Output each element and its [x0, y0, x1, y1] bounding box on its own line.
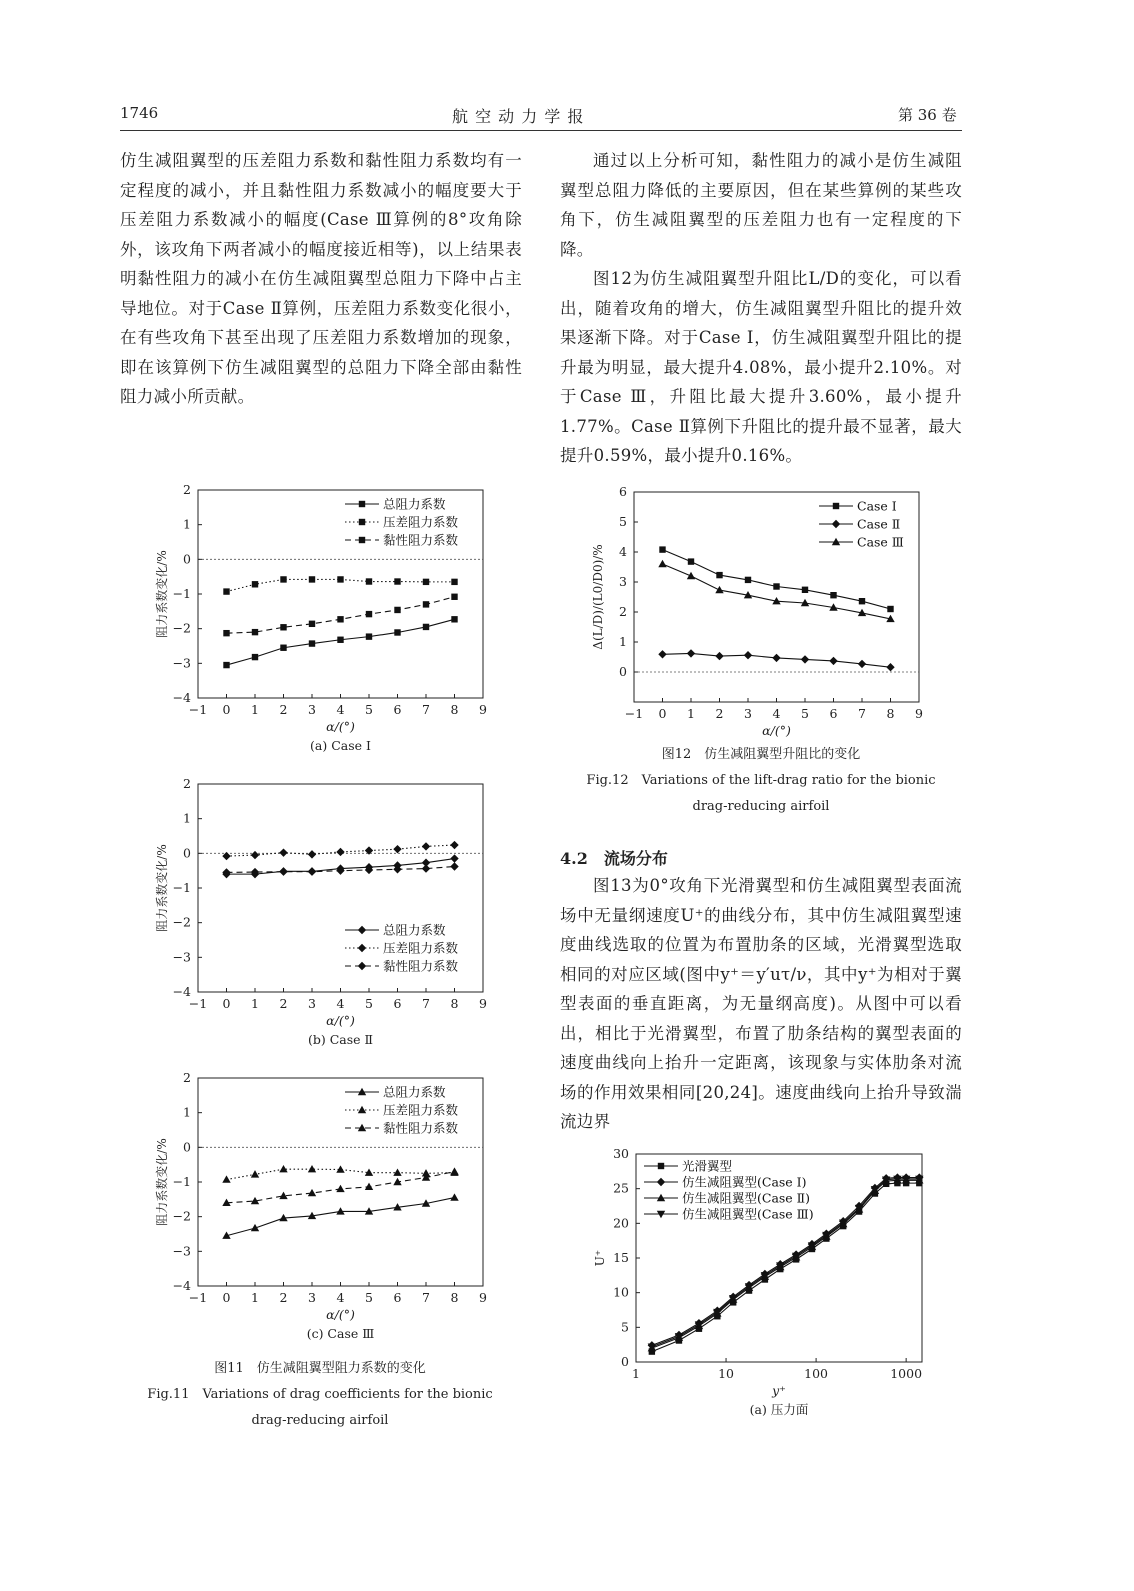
- data-point: [251, 851, 259, 859]
- data-point: [222, 1175, 230, 1182]
- chart-sublabel: (a) Case Ⅰ: [310, 738, 371, 753]
- caption-en: Fig.12 Variations of the lift-drag ratio for the bionic: [586, 773, 936, 788]
- data-point: [365, 1183, 373, 1190]
- x-tick-label: 1: [687, 706, 695, 721]
- y-tick-label: 1: [183, 516, 191, 532]
- y-tick-label: −2: [172, 1208, 191, 1224]
- series-line: [652, 1180, 919, 1348]
- x-tick-label: 1000: [890, 1366, 923, 1381]
- legend-label: Case Ⅲ: [857, 534, 904, 550]
- x-tick-label: 2: [715, 706, 724, 721]
- data-point: [337, 616, 343, 622]
- data-point: [687, 649, 695, 657]
- x-tick-label: 3: [744, 706, 752, 721]
- y-tick-label: 0: [621, 1354, 629, 1369]
- data-point: [451, 579, 457, 585]
- y-axis-label: 阻力系数变化/%: [155, 844, 169, 932]
- data-point: [279, 848, 287, 856]
- data-point: [858, 660, 866, 668]
- x-tick-label: 4: [336, 996, 345, 1011]
- volume-number: 第 36 卷: [898, 106, 957, 124]
- data-point: [366, 633, 372, 639]
- legend-marker: [657, 1178, 665, 1186]
- data-point: [394, 607, 400, 613]
- fig11-caption: [130, 1356, 510, 1434]
- data-point: [223, 588, 229, 594]
- fig11b-chart: [140, 772, 510, 1062]
- data-point: [423, 579, 429, 585]
- x-tick-label: −1: [188, 702, 208, 717]
- x-tick-label: 3: [308, 702, 316, 717]
- chart-sublabel: (a) 压力面: [749, 1402, 809, 1417]
- y-tick-label: −4: [172, 1278, 191, 1293]
- paragraph: 仿生减阻翼型的压差阻力系数和黏性阻力系数均有一定程度的减小，并且黏性阻力系数减小的幅度要大于压差阻力系数减小的幅度(Case Ⅲ算例的8°攻角除外，该攻角下两者减小的幅度接近相等)，以上结果表明黏性阻力的减小在仿生减阻翼型总阻力下降中占主导地位。对于Case Ⅱ算例，压差阻力系数变化很小，在有些攻角下甚至出现了压差阻力系数增加的现象，即在该算例下仿生减阻翼型的总阻力下降全部由黏性阻力减小所贡献。: [120, 151, 522, 406]
- data-point: [280, 576, 286, 582]
- data-point: [252, 629, 258, 635]
- x-tick-label: 4: [772, 706, 781, 721]
- legend-marker: [359, 537, 365, 543]
- y-tick-label: 0: [183, 1139, 191, 1155]
- data-point: [394, 629, 400, 635]
- fig11a-chart: [140, 478, 510, 768]
- caption-cn: 图11 仿生减阻翼型阻力系数的变化: [214, 1361, 426, 1376]
- x-tick-label: 9: [479, 1290, 487, 1305]
- chart-sublabel: (c) Case Ⅲ: [306, 1326, 375, 1341]
- y-axis-label: 阻力系数变化/%: [155, 1138, 169, 1226]
- x-tick-label: 3: [308, 1290, 316, 1305]
- legend-label: 压差阻力系数: [383, 940, 459, 956]
- y-tick-label: −3: [172, 949, 191, 965]
- y-axis-label: 阻力系数变化/%: [155, 550, 169, 638]
- data-point: [715, 652, 723, 660]
- x-tick-label: 7: [422, 996, 430, 1011]
- x-tick-label: 6: [393, 1290, 402, 1305]
- y-tick-label: 1: [619, 634, 627, 649]
- legend-label: 仿生减阻翼型(Case Ⅲ): [682, 1206, 814, 1222]
- legend-label: 压差阻力系数: [383, 1102, 459, 1118]
- legend-label: 光滑翼型: [682, 1158, 733, 1174]
- data-point: [336, 1185, 344, 1192]
- x-tick-label: 4: [336, 702, 345, 717]
- x-tick-label: 0: [222, 996, 231, 1011]
- x-tick-label: 8: [450, 996, 459, 1011]
- fig11c-chart: [140, 1066, 510, 1356]
- legend-marker: [832, 520, 840, 528]
- data-point: [659, 546, 665, 552]
- header-rule: [120, 130, 962, 131]
- y-tick-label: 2: [183, 776, 191, 791]
- x-tick-label: −1: [624, 706, 644, 721]
- legend-label: Case Ⅱ: [857, 516, 901, 532]
- x-tick-label: 6: [829, 706, 838, 721]
- y-tick-label: 10: [613, 1284, 629, 1300]
- series-line: [663, 564, 891, 619]
- left-column-text: [120, 146, 522, 412]
- y-tick-label: 1: [183, 1104, 191, 1120]
- x-axis-label: y⁺: [772, 1383, 786, 1398]
- y-tick-label: −1: [172, 1174, 191, 1189]
- x-tick-label: 3: [308, 996, 316, 1011]
- data-point: [658, 650, 666, 658]
- y-tick-label: −4: [172, 984, 191, 999]
- y-tick-label: 0: [183, 845, 191, 861]
- data-point: [829, 657, 837, 665]
- y-tick-label: 25: [613, 1180, 629, 1196]
- x-tick-label: 9: [479, 702, 487, 717]
- data-point: [802, 587, 808, 593]
- legend-label: 黏性阻力系数: [383, 532, 459, 548]
- x-tick-label: 7: [858, 706, 866, 721]
- y-tick-label: 2: [619, 604, 627, 619]
- legend-label: 总阻力系数: [383, 496, 446, 512]
- legend-label: 仿生减阻翼型(Case Ⅱ): [682, 1190, 811, 1206]
- data-point: [658, 560, 666, 567]
- x-axis-label: α/(°): [762, 723, 791, 738]
- data-point: [830, 592, 836, 598]
- x-tick-label: 2: [279, 1290, 288, 1305]
- data-point: [336, 848, 344, 856]
- legend-marker: [358, 944, 366, 952]
- legend-marker: [658, 1163, 664, 1169]
- data-point: [688, 558, 694, 564]
- data-point: [279, 868, 287, 876]
- data-point: [252, 654, 258, 660]
- data-point: [337, 637, 343, 643]
- legend-label: 总阻力系数: [383, 922, 446, 938]
- paragraph: 图13为0°攻角下光滑翼型和仿生减阻翼型表面流场中无量纲速度U⁺的曲线分布，其中仿生减阻翼型速度曲线选取的位置为布置肋条的区域，光滑翼型选取相同的对应区域(图中y⁺＝y′uτ/ν，其中y⁺为相对于翼型表面的垂直距离，为无量纲高度)。从图中可以看出，相比于光滑翼型，布置了肋条结构的翼型表面的速度曲线向上抬升一定距离，该现象与实体肋条对流场的作用效果相同[20,24]。速度曲线向上抬升导致湍流边界: [560, 876, 962, 1131]
- x-tick-label: 0: [222, 1290, 231, 1305]
- data-point: [280, 645, 286, 651]
- series-line: [227, 1198, 455, 1236]
- x-tick-label: 8: [450, 1290, 459, 1305]
- data-point: [422, 864, 430, 872]
- x-tick-label: 100: [804, 1366, 829, 1381]
- y-tick-label: −2: [172, 620, 191, 636]
- data-point: [309, 640, 315, 646]
- caption-en: drag-reducing airfoil: [251, 1413, 389, 1428]
- right-column-text: [560, 146, 962, 471]
- y-tick-label: 15: [613, 1250, 629, 1265]
- y-tick-label: 4: [619, 544, 627, 559]
- data-point: [366, 578, 372, 584]
- legend-label: 黏性阻力系数: [383, 1120, 459, 1136]
- x-tick-label: 5: [365, 702, 373, 717]
- data-point: [687, 572, 695, 579]
- y-tick-label: −3: [172, 655, 191, 671]
- data-point: [772, 654, 780, 662]
- data-point: [423, 624, 429, 630]
- legend-marker: [358, 962, 366, 970]
- data-point: [223, 630, 229, 636]
- y-tick-label: 3: [619, 574, 627, 589]
- data-point: [859, 598, 865, 604]
- x-tick-label: 1: [251, 1290, 259, 1305]
- paragraph: 图12为仿生减阻翼型升阻比L/D的变化，可以看出，随着攻角的增大，仿生减阻翼型升阻比的提升效果逐渐下降。对于Case Ⅰ，仿生减阻翼型升阻比的提升最为明显，最大提升4.08%，最小提升2.10%。对于Case Ⅲ，升阻比最大提升3.60%，最小提升1.77%。Case Ⅱ算例下升阻比的提升最不显著，最大提升0.59%，最小提升0.16%。: [560, 269, 962, 465]
- x-tick-label: 9: [479, 996, 487, 1011]
- x-tick-label: 1: [632, 1366, 640, 1381]
- x-tick-label: 8: [886, 706, 895, 721]
- x-axis-label: α/(°): [326, 1013, 355, 1028]
- data-point: [450, 1167, 458, 1174]
- data-point: [450, 1193, 458, 1200]
- y-tick-label: 0: [619, 664, 627, 679]
- legend-marker: [359, 519, 365, 525]
- data-point: [251, 1170, 259, 1177]
- x-tick-label: 1: [251, 996, 259, 1011]
- x-axis-label: α/(°): [326, 1307, 355, 1322]
- data-point: [337, 576, 343, 582]
- data-point: [450, 854, 458, 862]
- x-tick-label: 5: [801, 706, 809, 721]
- journal-name: 航 空 动 力 学 报: [452, 107, 585, 126]
- section-heading: 4.2 流场分布: [560, 849, 668, 868]
- data-point: [308, 868, 316, 876]
- fig12-caption: [568, 742, 954, 820]
- y-tick-label: 5: [619, 514, 627, 529]
- x-tick-label: 7: [422, 702, 430, 717]
- page-number: 1746: [120, 104, 159, 122]
- data-point: [451, 616, 457, 622]
- fig12-chart: [580, 480, 950, 742]
- data-point: [280, 624, 286, 630]
- legend-label: 仿生减阻翼型(Case Ⅰ): [682, 1174, 807, 1190]
- x-tick-label: 7: [422, 1290, 430, 1305]
- x-tick-label: −1: [188, 1290, 208, 1305]
- x-tick-label: 10: [718, 1366, 735, 1381]
- y-tick-label: −4: [172, 690, 191, 705]
- legend-marker: [358, 1106, 366, 1113]
- data-point: [801, 655, 809, 663]
- x-tick-label: 6: [393, 702, 402, 717]
- y-tick-label: 6: [619, 484, 627, 499]
- y-axis-label: Δ(L/D)/(L0/D0)/%: [591, 544, 605, 650]
- fig13a-chart: [578, 1140, 950, 1430]
- y-tick-label: −1: [172, 880, 191, 895]
- data-point: [393, 845, 401, 853]
- y-tick-label: −3: [172, 1243, 191, 1259]
- data-point: [451, 594, 457, 600]
- x-tick-label: 2: [279, 702, 288, 717]
- x-tick-label: 5: [365, 996, 373, 1011]
- legend-label: 黏性阻力系数: [383, 958, 459, 974]
- x-tick-label: −1: [188, 996, 208, 1011]
- data-point: [336, 1165, 344, 1172]
- x-tick-label: 8: [450, 702, 459, 717]
- caption-en: Fig.11 Variations of drag coefficients for the bionic: [147, 1387, 493, 1402]
- y-tick-label: 30: [613, 1146, 629, 1161]
- y-tick-label: 0: [183, 551, 191, 567]
- x-tick-label: 9: [915, 706, 923, 721]
- paragraph: 通过以上分析可知，黏性阻力的减小是仿生减阻翼型总阻力降低的主要原因，但在某些算例的某些攻角下，仿生减阻翼型的压差阻力也有一定程度的下降。: [560, 151, 962, 259]
- data-point: [366, 611, 372, 617]
- data-point: [450, 862, 458, 870]
- data-point: [715, 586, 723, 593]
- right-column-text-2: [560, 871, 962, 1137]
- data-point: [450, 841, 458, 849]
- data-point: [394, 578, 400, 584]
- legend-label: 总阻力系数: [383, 1084, 446, 1100]
- data-point: [745, 577, 751, 583]
- chart-sublabel: (b) Case Ⅱ: [307, 1032, 374, 1047]
- data-point: [422, 842, 430, 850]
- data-point: [308, 850, 316, 858]
- legend-label: 压差阻力系数: [383, 514, 459, 530]
- data-point: [716, 572, 722, 578]
- y-axis-label: U⁺: [593, 1249, 607, 1267]
- legend-label: Case Ⅰ: [857, 498, 897, 514]
- x-axis-label: α/(°): [326, 719, 355, 734]
- data-point: [252, 581, 258, 587]
- legend-marker: [359, 501, 365, 507]
- data-point: [423, 601, 429, 607]
- data-point: [309, 621, 315, 627]
- y-tick-label: 1: [183, 810, 191, 826]
- data-point: [887, 606, 893, 612]
- y-tick-label: −1: [172, 586, 191, 601]
- x-tick-label: 2: [279, 996, 288, 1011]
- legend-marker: [358, 926, 366, 934]
- legend-marker: [833, 503, 839, 509]
- x-tick-label: 0: [222, 702, 231, 717]
- data-point: [309, 576, 315, 582]
- data-point: [223, 662, 229, 668]
- x-tick-label: 1: [251, 702, 259, 717]
- y-tick-label: 5: [621, 1319, 629, 1335]
- y-tick-label: −2: [172, 914, 191, 930]
- x-tick-label: 5: [365, 1290, 373, 1305]
- data-point: [773, 583, 779, 589]
- caption-cn: 图12 仿生减阻翼型升阻比的变化: [661, 747, 861, 762]
- x-tick-label: 0: [658, 706, 667, 721]
- y-tick-label: 2: [183, 1070, 191, 1085]
- x-tick-label: 6: [393, 996, 402, 1011]
- y-tick-label: 2: [183, 482, 191, 497]
- x-tick-label: 4: [336, 1290, 345, 1305]
- data-point: [308, 1189, 316, 1196]
- y-tick-label: 20: [613, 1215, 629, 1231]
- data-point: [886, 663, 894, 671]
- data-point: [744, 651, 752, 659]
- caption-en: drag-reducing airfoil: [692, 799, 830, 814]
